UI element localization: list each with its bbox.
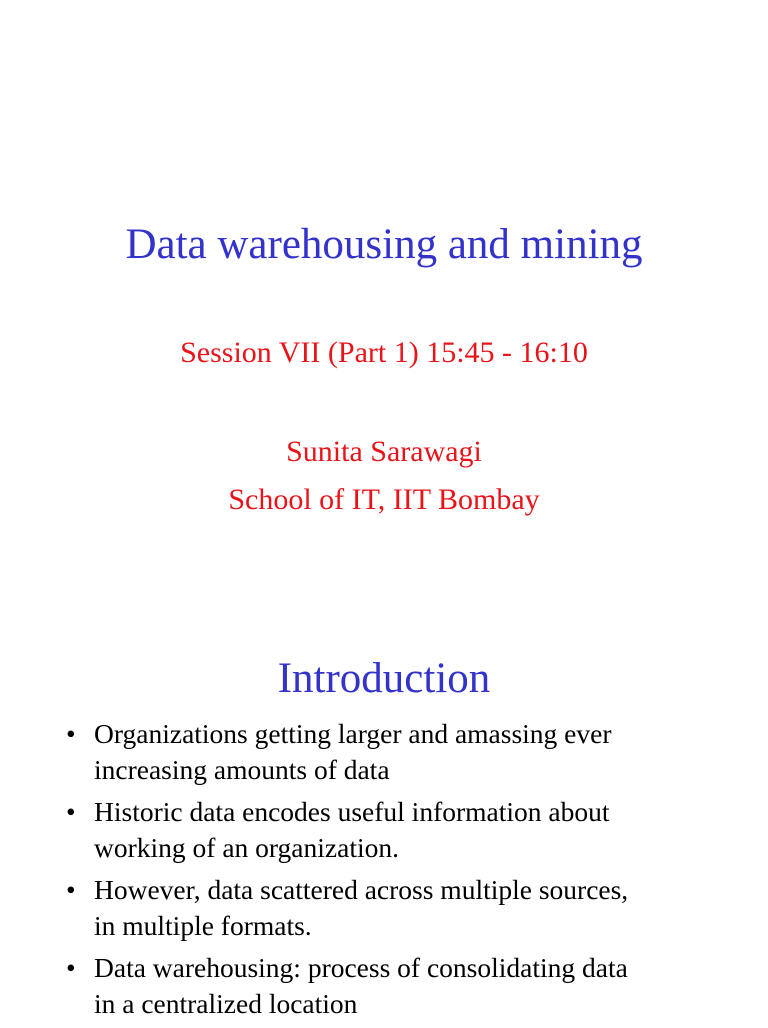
bullet-text-line: Data warehousing: process of consolidating data	[94, 952, 628, 983]
bullet-item	[0, 950, 768, 1022]
bullet-text-line: in a centralized location	[94, 988, 358, 1019]
bullet-text-line: in multiple formats.	[94, 910, 312, 941]
bullet-list	[0, 716, 768, 1028]
bullet-text-line: increasing amounts of data	[94, 754, 390, 785]
bullet-icon: •	[66, 718, 76, 749]
author-name: Sunita Sarawagi	[286, 435, 482, 468]
bullet-icon: •	[66, 796, 76, 827]
bullet-text-line: Historic data encodes useful information about	[94, 796, 610, 827]
bullet-text-line: Organizations getting larger and amassing ever	[94, 718, 612, 749]
bullet-icon: •	[66, 952, 76, 983]
author-affiliation: School of IT, IIT Bombay	[228, 483, 540, 516]
bullet-icon: •	[66, 874, 76, 905]
slide-title: Data warehousing and mining	[125, 221, 643, 268]
introduction-title: Introduction	[277, 655, 491, 702]
bullet-item	[0, 794, 768, 866]
bullet-item	[0, 872, 768, 944]
bullet-item	[0, 716, 768, 788]
session-info: Session VII (Part 1) 15:45 - 16:10	[180, 336, 588, 369]
bullet-text-line: However, data scattered across multiple sources,	[94, 874, 629, 905]
bullet-text-line: working of an organization.	[94, 832, 399, 863]
